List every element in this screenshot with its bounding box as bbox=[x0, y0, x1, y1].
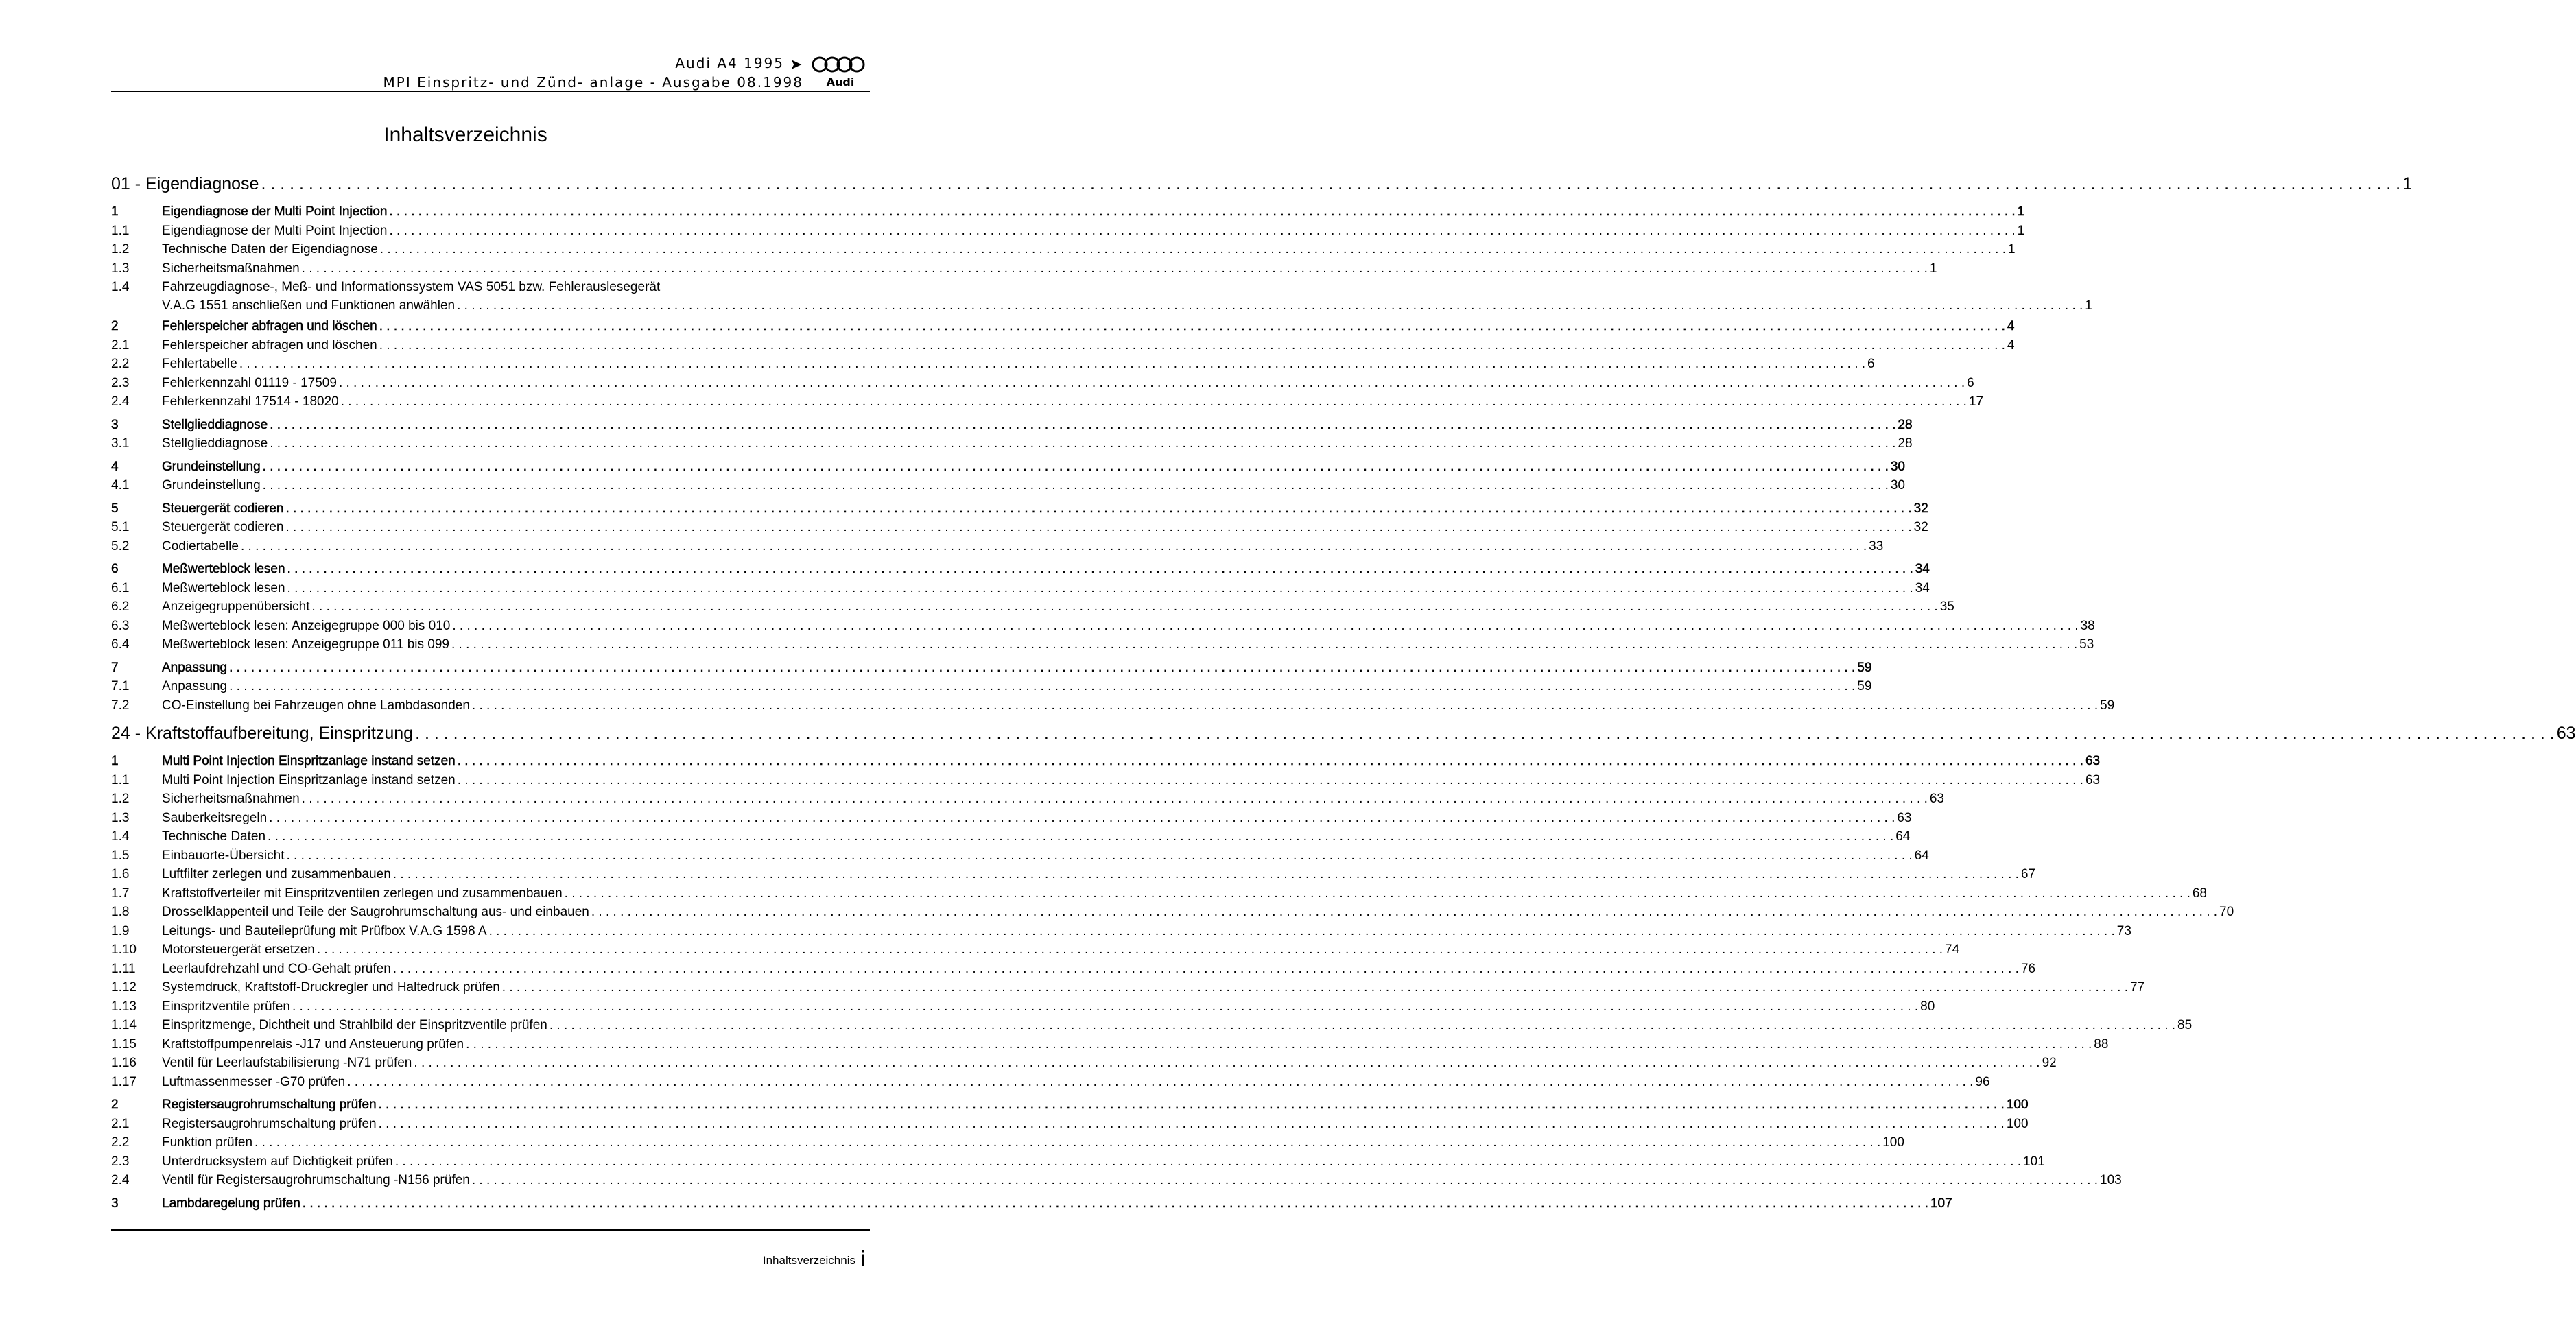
toc-entry[interactable] bbox=[111, 999, 1935, 1019]
toc-page: 59 bbox=[1857, 679, 1872, 693]
audi-logo-text: Audi bbox=[826, 75, 855, 88]
toc-title: Luftmassenmesser -G70 prüfen bbox=[162, 1074, 346, 1089]
toc-page: 92 bbox=[2042, 1056, 2057, 1070]
footer-page-number: i bbox=[860, 1247, 866, 1271]
toc-entry[interactable] bbox=[111, 1018, 2193, 1037]
toc-entry[interactable] bbox=[111, 1036, 2109, 1056]
toc-page: 64 bbox=[1895, 829, 1911, 844]
toc-page: 30 bbox=[1890, 459, 1905, 474]
toc-entry[interactable] bbox=[111, 923, 2131, 943]
toc-number: 6.2 bbox=[111, 600, 130, 614]
toc-title: Fehlerkennzahl 01119 - 17509 bbox=[162, 375, 337, 390]
toc-number: 1.3 bbox=[111, 261, 130, 276]
toc-entry[interactable] bbox=[111, 1074, 1990, 1094]
toc-page: 70 bbox=[2219, 905, 2234, 919]
toc-title: Eigendiagnose der Multi Point Injection bbox=[162, 204, 388, 219]
toc-number: 6 bbox=[111, 562, 119, 576]
toc-entry[interactable] bbox=[111, 867, 2036, 886]
toc-page: 53 bbox=[2079, 637, 2094, 652]
toc-entry[interactable] bbox=[111, 580, 1930, 600]
toc-number: 1.7 bbox=[111, 886, 130, 901]
toc-chapter[interactable] bbox=[111, 660, 1872, 680]
toc-group bbox=[111, 459, 1905, 497]
toc-number: 2.1 bbox=[111, 337, 130, 353]
toc-page: 100 bbox=[2006, 1116, 2029, 1131]
toc-page: 77 bbox=[2129, 980, 2145, 995]
toc-page: 88 bbox=[2094, 1036, 2109, 1052]
toc-number: 1.16 bbox=[111, 1056, 137, 1070]
toc-page: 85 bbox=[2177, 1018, 2193, 1032]
toc-page: 32 bbox=[1913, 520, 1928, 534]
toc-title: Stellglieddiagnose bbox=[162, 436, 268, 451]
toc-group bbox=[111, 319, 2015, 414]
toc-entry[interactable] bbox=[111, 618, 2095, 638]
toc-title: Multi Point Injection Einspritzanlage instand setzen bbox=[162, 754, 456, 768]
toc-page: 63 bbox=[1897, 810, 1912, 825]
toc-chapter[interactable] bbox=[111, 204, 2025, 224]
toc-page: 76 bbox=[2020, 961, 2036, 976]
toc-title: Funktion prüfen bbox=[162, 1135, 253, 1150]
toc-group bbox=[111, 562, 2095, 656]
toc-title: Fehlerspeicher abfragen und löschen bbox=[162, 337, 377, 353]
toc-title: Eigendiagnose der Multi Point Injection bbox=[162, 223, 388, 238]
toc-entry[interactable] bbox=[111, 637, 2094, 656]
toc-title: Meßwerteblock lesen bbox=[162, 580, 285, 595]
toc-title: Sicherheitsmaßnahmen bbox=[162, 261, 300, 276]
toc-page: 34 bbox=[1915, 562, 1930, 576]
toc-page: 32 bbox=[1913, 501, 1928, 516]
toc-page: 6 bbox=[1967, 375, 1974, 390]
footer-rule bbox=[111, 1229, 870, 1231]
toc-title: Luftfilter zerlegen und zusammenbauen bbox=[162, 867, 391, 881]
toc-entry[interactable] bbox=[111, 357, 1875, 376]
header-subtitle: MPI Einspritz- und Zünd- anlage - Ausgabe 08.1998 bbox=[383, 74, 803, 91]
toc-number: 6.3 bbox=[111, 618, 130, 633]
toc-number: 2.4 bbox=[111, 1173, 130, 1187]
toc-page: 68 bbox=[2192, 886, 2207, 901]
toc-page: 63 bbox=[2556, 724, 2576, 743]
toc-number: 1.11 bbox=[111, 961, 136, 976]
toc-group bbox=[111, 1196, 1952, 1215]
toc-entry[interactable] bbox=[111, 538, 1884, 558]
toc-page: 96 bbox=[1975, 1074, 1990, 1089]
toc-page: 100 bbox=[2006, 1098, 2029, 1112]
toc-page: 1 bbox=[2402, 174, 2413, 193]
toc-number: 1.1 bbox=[111, 223, 130, 238]
toc-entry[interactable] bbox=[111, 848, 1929, 868]
footer-label: Inhaltsverzeichnis bbox=[762, 1254, 855, 1267]
toc-page: 67 bbox=[2020, 867, 2036, 881]
toc-entry[interactable] bbox=[111, 980, 2145, 999]
toc-number: 2.3 bbox=[111, 375, 130, 390]
toc-section[interactable] bbox=[111, 724, 2576, 748]
toc-entry[interactable] bbox=[111, 394, 1984, 414]
toc-page: 33 bbox=[1869, 538, 1884, 554]
toc-entry[interactable] bbox=[111, 886, 2207, 905]
toc-title: Stellglieddiagnose bbox=[162, 417, 268, 432]
toc-title: Leerlaufdrehzahl und CO-Gehalt prüfen bbox=[162, 961, 391, 976]
toc-number: 1.13 bbox=[111, 999, 137, 1014]
toc-number: 1.6 bbox=[111, 867, 130, 881]
page-title: Inhaltsverzeichnis bbox=[383, 123, 547, 146]
toc-page: 107 bbox=[1930, 1196, 1952, 1211]
toc-entry[interactable] bbox=[111, 223, 2025, 243]
toc-number: 7 bbox=[111, 660, 119, 675]
toc-number: 6.4 bbox=[111, 637, 130, 652]
toc-number: 1 bbox=[111, 754, 119, 768]
toc-title: Meßwerteblock lesen bbox=[162, 562, 285, 576]
toc-group bbox=[111, 1098, 2122, 1192]
toc-group bbox=[111, 417, 1913, 455]
toc-title: Registersaugrohrumschaltung prüfen bbox=[162, 1116, 377, 1131]
toc-entry[interactable] bbox=[111, 1116, 2029, 1136]
toc-title: Motorsteuergerät ersetzen bbox=[162, 942, 315, 957]
toc-number: 1.3 bbox=[111, 810, 130, 825]
toc-entry[interactable] bbox=[111, 772, 2101, 792]
toc-number: 2 bbox=[111, 319, 119, 333]
toc-number: 1.12 bbox=[111, 980, 137, 995]
toc-page: 30 bbox=[1890, 478, 1905, 493]
toc-number: 1.2 bbox=[111, 792, 130, 806]
toc-page: 28 bbox=[1898, 436, 1913, 451]
toc-entry[interactable] bbox=[111, 1173, 2122, 1192]
toc-entry[interactable] bbox=[111, 436, 1913, 455]
toc-page: 64 bbox=[1914, 848, 1929, 863]
toc-number: 1.5 bbox=[111, 848, 130, 863]
toc-page: 4 bbox=[2007, 337, 2015, 353]
toc-entry[interactable] bbox=[111, 961, 2036, 981]
toc-chapter[interactable] bbox=[111, 417, 1913, 437]
toc-title: Ventil für Leerlaufstabilisierung -N71 prüfen bbox=[162, 1056, 412, 1070]
toc-chapter[interactable] bbox=[111, 501, 1928, 521]
toc-title: Drosselklappenteil und Teile der Saugrohrumschaltung aus- und einbauen bbox=[162, 905, 589, 919]
toc-title: Meßwerteblock lesen: Anzeigegruppe 000 bis 010 bbox=[162, 618, 451, 633]
toc-title: Multi Point Injection Einspritzanlage instand setzen bbox=[162, 772, 456, 787]
toc-number: 3 bbox=[111, 1196, 119, 1211]
toc-number: 3 bbox=[111, 417, 119, 432]
toc-page: 17 bbox=[1968, 394, 1984, 409]
toc-title: Unterdrucksystem auf Dichtigkeit prüfen bbox=[162, 1154, 393, 1169]
toc-title: Registersaugrohrumschaltung prüfen bbox=[162, 1098, 377, 1112]
toc-page: 80 bbox=[1920, 999, 1935, 1014]
arrow-icon: ➤ bbox=[790, 56, 803, 73]
toc-entry[interactable] bbox=[111, 600, 1954, 619]
toc-title-line2: V.A.G 1551 anschließen und Funktionen anwählen bbox=[162, 298, 456, 313]
toc-title: Steuergerät codieren bbox=[162, 520, 284, 534]
toc-section-title: 01 - Eigendiagnose bbox=[111, 174, 259, 193]
toc-number: 1.14 bbox=[111, 1018, 137, 1032]
toc-entry[interactable] bbox=[111, 520, 1928, 539]
toc-page: 1 bbox=[2017, 204, 2025, 219]
toc-entry[interactable] bbox=[111, 375, 1974, 395]
toc-entry[interactable] bbox=[111, 810, 1912, 830]
toc-number: 7.1 bbox=[111, 679, 130, 693]
toc-number: 7.2 bbox=[111, 698, 130, 713]
toc-page: 1 bbox=[2085, 298, 2092, 313]
toc-page: 35 bbox=[1939, 600, 1954, 614]
toc-page: 6 bbox=[1867, 357, 1875, 371]
toc-title: Grundeinstellung bbox=[162, 459, 261, 474]
toc-group bbox=[111, 754, 2234, 1093]
toc-number: 6.1 bbox=[111, 580, 130, 595]
toc-page: 73 bbox=[2116, 923, 2131, 938]
toc-number: 1.4 bbox=[111, 829, 130, 844]
toc-title: Steuergerät codieren bbox=[162, 501, 284, 516]
toc-page: 1 bbox=[2007, 242, 2016, 257]
toc-page: 4 bbox=[2007, 319, 2015, 333]
toc-number: 1.2 bbox=[111, 242, 130, 257]
toc-section[interactable] bbox=[111, 174, 2413, 199]
toc-entry[interactable] bbox=[111, 698, 2115, 717]
toc-title: Anpassung bbox=[162, 660, 228, 675]
toc-chapter[interactable] bbox=[111, 754, 2101, 773]
toc-chapter[interactable] bbox=[111, 562, 1930, 581]
toc-number: 2.3 bbox=[111, 1154, 130, 1169]
toc-entry[interactable] bbox=[111, 942, 1960, 962]
toc-chapter[interactable] bbox=[111, 1196, 1952, 1215]
toc-number: 2.2 bbox=[111, 1135, 130, 1150]
toc-title: Codiertabelle bbox=[162, 538, 239, 554]
toc-page: 1 bbox=[2017, 223, 2025, 238]
toc-title: Ventil für Registersaugrohrumschaltung -N156 prüfen bbox=[162, 1173, 470, 1187]
toc-entry[interactable] bbox=[111, 261, 1937, 281]
toc-page: 59 bbox=[1857, 660, 1872, 675]
toc-title: Leitungs- und Bauteileprüfung mit Prüfbox V.A.G 1598 A bbox=[162, 923, 487, 938]
toc-title: Technische Daten der Eigendiagnose bbox=[162, 242, 378, 257]
toc-page: 1 bbox=[1929, 261, 1937, 276]
toc-title: Sicherheitsmaßnahmen bbox=[162, 792, 300, 806]
toc-title: Anpassung bbox=[162, 679, 228, 693]
toc-page: 63 bbox=[1929, 792, 1944, 806]
toc-entry[interactable] bbox=[111, 337, 2015, 357]
toc-entry[interactable] bbox=[111, 792, 1944, 811]
toc-title: Kraftstoffpumpenrelais -J17 und Ansteuerung prüfen bbox=[162, 1036, 464, 1052]
toc-page: 103 bbox=[2100, 1173, 2122, 1187]
toc-number: 1.9 bbox=[111, 923, 130, 938]
toc-number: 5.1 bbox=[111, 520, 130, 534]
toc-number: 4.1 bbox=[111, 478, 130, 493]
toc-entry[interactable] bbox=[111, 1056, 2057, 1075]
toc-group bbox=[111, 501, 1928, 558]
toc-page: 101 bbox=[2023, 1154, 2045, 1169]
toc-number: 1.10 bbox=[111, 942, 137, 957]
toc-title: Fehlerspeicher abfragen und löschen bbox=[162, 319, 377, 333]
toc-title: Einspritzmenge, Dichtheit und Strahlbild der Einspritzventile prüfen bbox=[162, 1018, 547, 1032]
toc-number: 2.1 bbox=[111, 1116, 130, 1131]
toc-entry[interactable] bbox=[111, 242, 2016, 261]
toc-title: Lambdaregelung prüfen bbox=[162, 1196, 300, 1211]
header-rule bbox=[111, 91, 870, 92]
toc-entry[interactable] bbox=[111, 478, 1905, 497]
toc-title: Kraftstoffverteiler mit Einspritzventilen zerlegen und zusammenbauen bbox=[162, 886, 563, 901]
toc-number: 3.1 bbox=[111, 436, 130, 451]
toc-chapter[interactable] bbox=[111, 459, 1905, 479]
toc-entry[interactable] bbox=[111, 1135, 1904, 1154]
header-model: Audi A4 1995 bbox=[675, 55, 784, 71]
toc-page: 63 bbox=[2085, 772, 2101, 787]
toc-entry[interactable] bbox=[111, 829, 1911, 849]
toc-number: 2.4 bbox=[111, 394, 130, 409]
toc-title-line1: Fahrzeugdiagnose-, Meß- und Informationssystem VAS 5051 bzw. Fehlerauslesegerät bbox=[162, 280, 661, 294]
toc-title: Meßwerteblock lesen: Anzeigegruppe 011 bis 099 bbox=[162, 637, 449, 652]
toc-number: 1.15 bbox=[111, 1036, 137, 1052]
toc-page: 59 bbox=[2100, 698, 2115, 713]
toc-title: Systemdruck, Kraftstoff-Druckregler und Haltedruck prüfen bbox=[162, 980, 500, 995]
toc-page: 38 bbox=[2080, 618, 2095, 633]
toc-page: 100 bbox=[1882, 1135, 1904, 1150]
toc-page: 74 bbox=[1945, 942, 1960, 957]
toc-title: Technische Daten bbox=[162, 829, 266, 844]
toc-number: 5.2 bbox=[111, 538, 130, 554]
toc-number: 4 bbox=[111, 459, 119, 474]
table-of-contents bbox=[111, 174, 2576, 1219]
audi-rings-icon bbox=[811, 55, 867, 74]
toc-chapter[interactable] bbox=[111, 319, 2015, 338]
toc-number: 2 bbox=[111, 1098, 119, 1112]
toc-entry[interactable] bbox=[111, 679, 1872, 698]
toc-number: 2.2 bbox=[111, 357, 130, 371]
toc-page: 34 bbox=[1915, 580, 1930, 595]
toc-group bbox=[111, 660, 2115, 717]
toc-chapter[interactable] bbox=[111, 1098, 2029, 1117]
toc-page: 63 bbox=[2085, 754, 2101, 768]
toc-title: Anzeigegruppenübersicht bbox=[162, 600, 310, 614]
toc-page: 28 bbox=[1898, 417, 1913, 432]
toc-title: Fehlerkennzahl 17514 - 18020 bbox=[162, 394, 339, 409]
toc-title: Fehlertabelle bbox=[162, 357, 237, 371]
toc-group bbox=[111, 204, 2092, 315]
toc-entry[interactable] bbox=[111, 905, 2234, 924]
toc-section-title: 24 - Kraftstoffaufbereitung, Einspritzung bbox=[111, 724, 414, 743]
toc-title: Einspritzventile prüfen bbox=[162, 999, 290, 1014]
toc-title: Grundeinstellung bbox=[162, 478, 261, 493]
toc-number: 5 bbox=[111, 501, 119, 516]
toc-title: CO-Einstellung bei Fahrzeugen ohne Lambdasonden bbox=[162, 698, 470, 713]
toc-title: Sauberkeitsregeln bbox=[162, 810, 268, 825]
toc-entry[interactable] bbox=[111, 1154, 2045, 1174]
toc-number: 1 bbox=[111, 204, 119, 219]
toc-title: Einbauorte-Übersicht bbox=[162, 848, 285, 863]
toc-number: 1.8 bbox=[111, 905, 130, 919]
toc-entry[interactable] bbox=[111, 280, 2092, 315]
toc-number: 1.4 bbox=[111, 280, 130, 294]
toc-number: 1.17 bbox=[111, 1074, 137, 1089]
toc-number: 1.1 bbox=[111, 772, 130, 787]
